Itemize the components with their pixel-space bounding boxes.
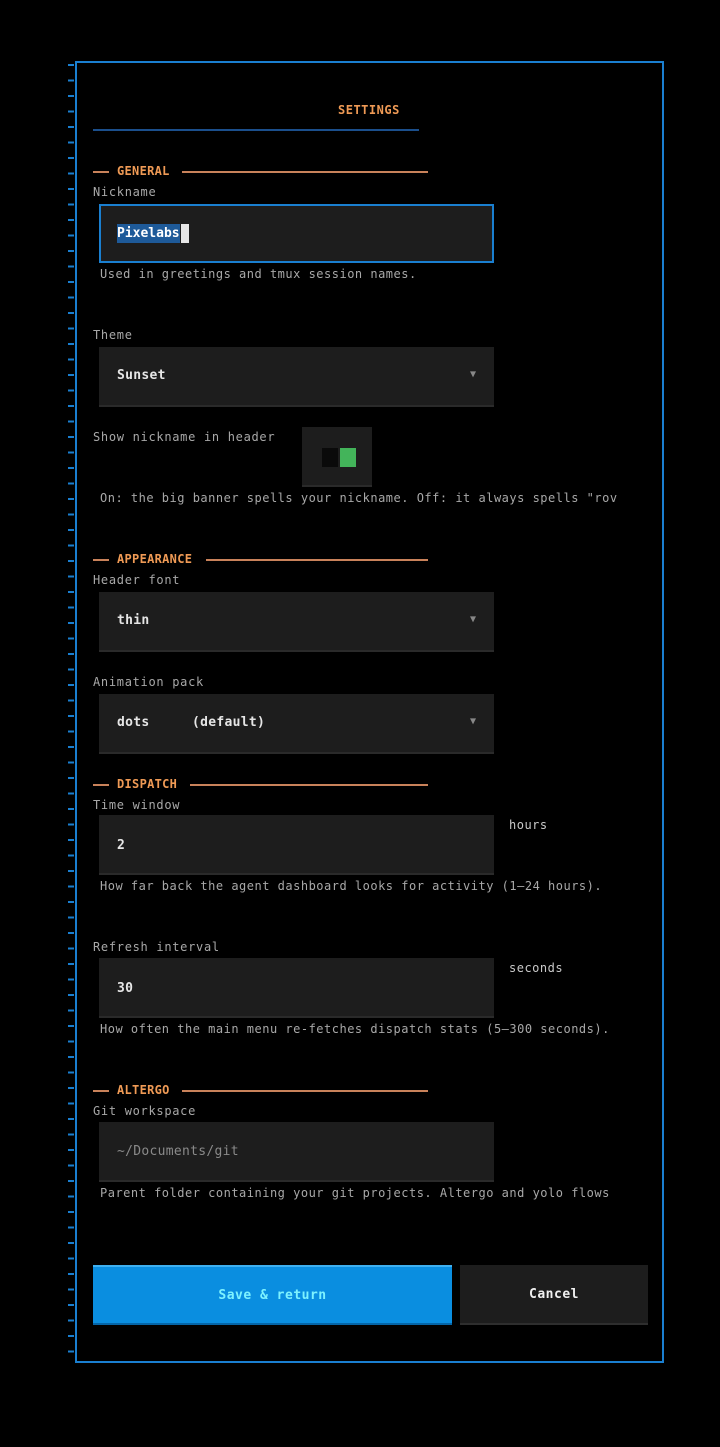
git-workspace-label: Git workspace — [93, 1104, 197, 1118]
time-window-value: 2 — [117, 838, 126, 853]
git-workspace-help: Parent folder containing your git projects. Altergo and yolo flows — [100, 1186, 610, 1200]
toggle-off-segment — [322, 448, 338, 467]
animation-pack-value: dots — [117, 715, 150, 730]
refresh-interval-help: How often the main menu re-fetches dispatch stats (5–300 seconds). — [100, 1022, 610, 1036]
animation-pack-default-tag: (default) — [192, 715, 266, 730]
show-nickname-label: Show nickname in header — [93, 430, 276, 444]
section-dispatch — [93, 777, 428, 793]
section-label: ALTERGO — [117, 1083, 170, 1097]
header-font-label: Header font — [93, 573, 181, 587]
section-label: GENERAL — [117, 164, 170, 178]
section-label: DISPATCH — [117, 777, 178, 791]
nickname-label: Nickname — [93, 185, 157, 199]
section-general — [93, 164, 428, 180]
time-window-unit: hours — [509, 818, 548, 832]
header-font-select[interactable] — [99, 592, 494, 652]
title-underline — [93, 129, 419, 131]
show-nickname-help: On: the big banner spells your nickname. Off: it always spells "rov — [100, 491, 618, 505]
refresh-interval-label: Refresh interval — [93, 940, 220, 954]
time-window-input[interactable] — [99, 815, 494, 875]
section-label: APPEARANCE — [117, 552, 193, 566]
text-cursor — [181, 224, 189, 243]
animation-pack-label: Animation pack — [93, 675, 204, 689]
theme-label: Theme — [93, 328, 133, 342]
refresh-interval-value: 30 — [117, 981, 134, 996]
nickname-help: Used in greetings and tmux session names. — [100, 267, 417, 281]
section-altergo — [93, 1083, 428, 1099]
chevron-down-icon: ▼ — [469, 614, 476, 625]
refresh-interval-unit: seconds — [509, 961, 564, 975]
git-workspace-placeholder: ~/Documents/git — [117, 1144, 239, 1159]
animation-pack-select[interactable] — [99, 694, 494, 754]
refresh-interval-input[interactable] — [99, 958, 494, 1018]
toggle-on-segment — [340, 448, 356, 467]
page-title: SETTINGS — [338, 103, 400, 117]
nickname-input[interactable] — [99, 204, 494, 263]
cancel-button[interactable]: Cancel — [460, 1265, 648, 1325]
chevron-down-icon: ▼ — [469, 369, 476, 380]
time-window-label: Time window — [93, 798, 181, 812]
chevron-down-icon: ▼ — [469, 716, 476, 727]
header-font-value: thin — [117, 613, 150, 628]
nickname-value: Pixelabs — [117, 226, 180, 241]
save-return-button[interactable]: Save & return — [93, 1265, 452, 1325]
time-window-help: How far back the agent dashboard looks for activity (1–24 hours). — [100, 879, 603, 893]
theme-value: Sunset — [117, 368, 166, 383]
show-nickname-toggle[interactable] — [302, 427, 372, 487]
git-workspace-input[interactable] — [99, 1122, 494, 1182]
section-appearance — [93, 552, 428, 568]
theme-select[interactable] — [99, 347, 494, 407]
